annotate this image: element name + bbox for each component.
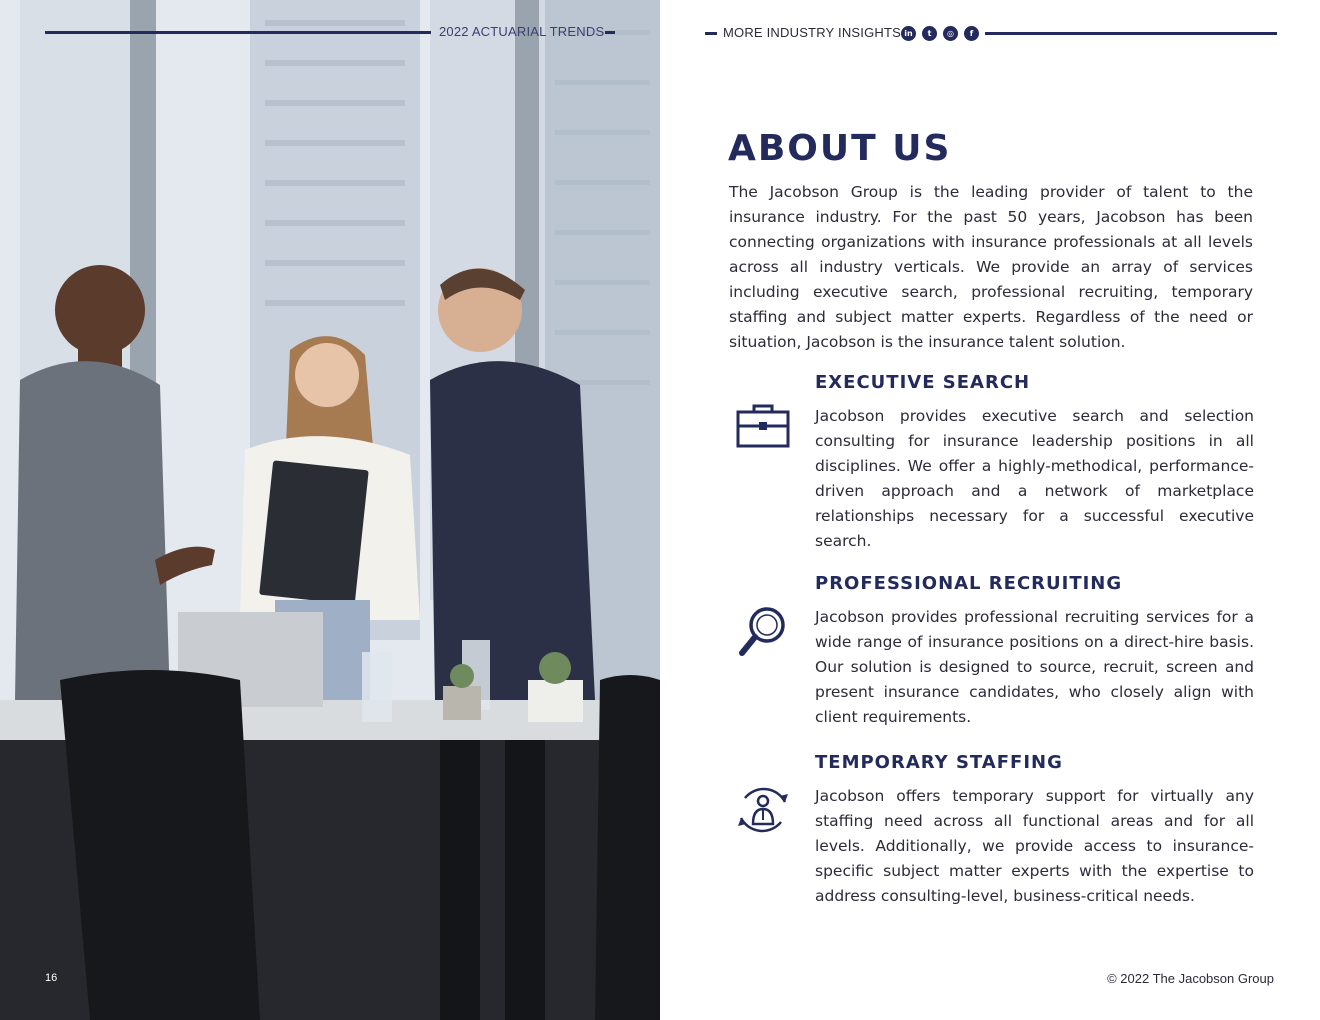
- header-rule-start: [705, 32, 717, 35]
- page-title: ABOUT US: [728, 128, 952, 169]
- page-number: 16: [45, 972, 58, 984]
- publication-title: 2022 ACTUARIAL TRENDS: [439, 24, 605, 39]
- section-professional-recruiting: [729, 573, 1255, 733]
- twitter-icon[interactable]: t: [922, 26, 937, 41]
- section-executive-search: [729, 372, 1255, 552]
- header-rule: [45, 31, 431, 34]
- more-insights-label: MORE INDUSTRY INSIGHTS: [723, 25, 901, 40]
- person-cycle-icon: [735, 782, 791, 838]
- magnifier-icon: [735, 603, 791, 659]
- section-body: Jacobson offers temporary support for virtually any staffing need across all functional areas and for all levels. Additionally, we provide access to insurance-specific subject matter experts with the expertise to address consulting-level, business-critical needs.: [815, 787, 1254, 905]
- linkedin-icon[interactable]: in: [901, 26, 916, 41]
- intro-paragraph: The Jacobson Group is the leading provider of talent to the insurance industry. For the past 50 years, Jacobson has been connecting organizations with insurance professionals at all levels across all industry verticals. We provide an array of services including executive search, professional recruiting, temporary staffing and subject matter experts. Regardless of the need or situation, Jacobson is the insurance talent solution.: [729, 183, 1253, 351]
- instagram-icon[interactable]: ◎: [943, 26, 958, 41]
- copyright-footer: © 2022 The Jacobson Group: [1107, 971, 1274, 986]
- section-heading: EXECUTIVE SEARCH: [815, 372, 1031, 393]
- section-heading: TEMPORARY STAFFING: [815, 752, 1063, 773]
- section-body: Jacobson provides professional recruiting services for a wide range of insurance positions on a direct-hire basis. Our solution is designed to source, recruit, screen and present insurance candidates, who closely align with client requirements.: [815, 608, 1254, 726]
- right-page: [660, 0, 1320, 1020]
- left-page-header: [45, 22, 615, 44]
- briefcase-icon: [735, 400, 791, 456]
- header-rule: [985, 32, 1277, 35]
- right-page-header: [705, 22, 1277, 46]
- section-temporary-staffing: [729, 752, 1255, 937]
- section-body: Jacobson provides executive search and selection consulting for insurance leadership positions in all disciplines. We offer a highly-methodical, performance-driven approach and a network of marketplace relationships necessary for a successful executive search.: [815, 407, 1254, 550]
- section-heading: PROFESSIONAL RECRUITING: [815, 573, 1123, 594]
- facebook-icon[interactable]: f: [964, 26, 979, 41]
- header-rule-end: [605, 31, 615, 34]
